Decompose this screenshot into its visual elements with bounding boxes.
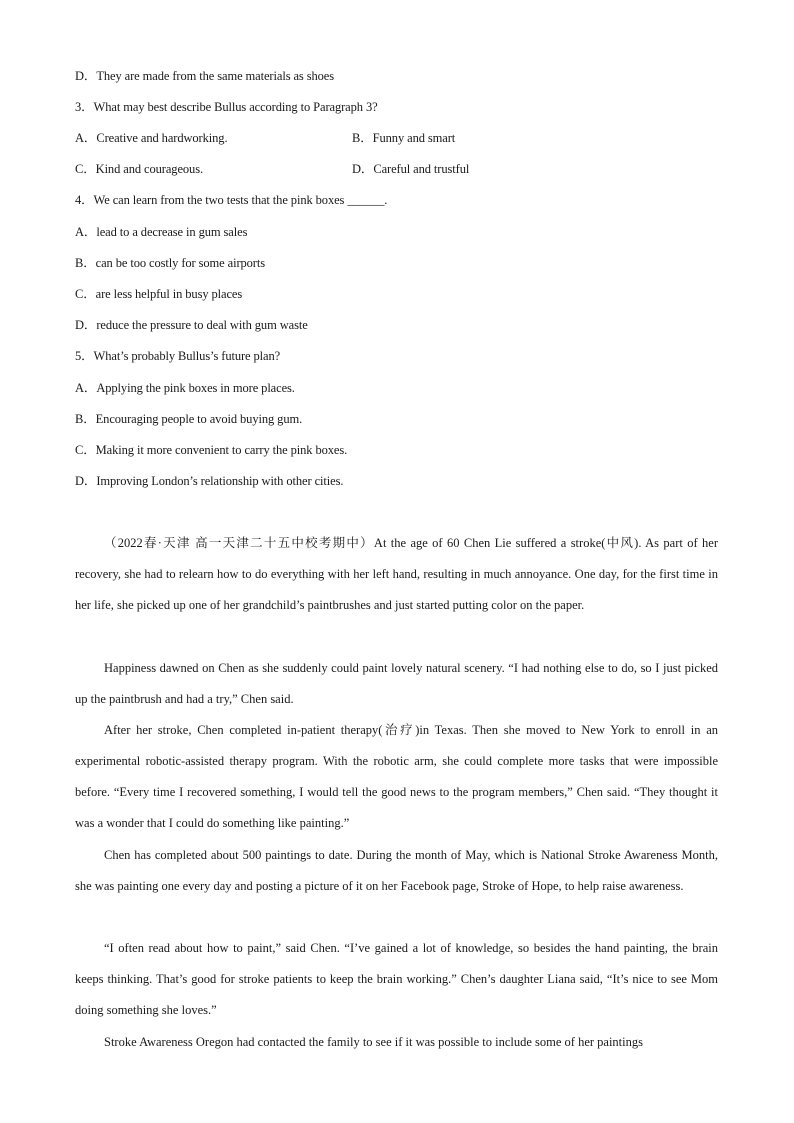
passage-paragraph-1 [75,528,718,621]
q3-option-d: D．Careful and trustful [352,162,470,176]
passage-paragraph-6: Stroke Awareness Oregon had contacted the family to see if it was possible to include some of her paintings [104,1035,643,1049]
q4-option-a: A．lead to a decrease in gum sales [75,225,248,239]
passage-paragraph-1-text: At the age of 60 Chen Lie suffered a stroke(中风). As part of her recovery, she had to relearn how to do everything with her left hand, resulting in much annoyance. One day, for the first time in her life, she picked up one of her grandchild’s paintbrushes and just started putting color on the paper. [75,536,718,612]
q3-option-c: C．Kind and courageous. [75,162,203,176]
q5-option-a: A．Applying the pink boxes in more places. [75,381,295,395]
q3-option-b: B．Funny and smart [352,131,456,145]
q3-stem: 3．What may best describe Bullus according to Paragraph 3? [75,100,378,114]
q5-option-c: C．Making it more convenient to carry the pink boxes. [75,443,348,457]
q4-stem: 4．We can learn from the two tests that the pink boxes ______. [75,193,388,207]
q3-option-a: A．Creative and hardworking. [75,131,228,145]
passage-source: （2022春·天津 高一天津二十五中校考期中） [104,536,374,550]
passage-paragraph-2: Happiness dawned on Chen as she suddenly could paint lovely natural scenery. “I had nothing else to do, so I just picked up the paintbrush and had a try,” Chen said. [75,661,718,706]
passage-paragraph-5: “I often read about how to paint,” said Chen. “I’ve gained a lot of knowledge, so besides the hand painting, the brain keeps thinking. That’s good for stroke patients to keep the brain working.” Chen’s daughter Liana said, “It’s nice to see Mom doing something she loves.” [75,941,718,1017]
q4-option-b: B．can be too costly for some airports [75,256,266,270]
passage-paragraph-4: Chen has completed about 500 paintings to date. During the month of May, which is National Stroke Awareness Month, she was painting one every day and posting a picture of it on her Facebook page, Stroke of Hope, to help raise awareness. [75,848,718,893]
q2-option-d: D．They are made from the same materials as shoes [75,69,334,83]
q4-option-c: C．are less helpful in busy places [75,287,243,301]
q5-option-b: B．Encouraging people to avoid buying gum. [75,412,303,426]
q5-stem: 5．What’s probably Bullus’s future plan? [75,349,281,363]
passage-paragraph-3: After her stroke, Chen completed in-patient therapy(治疗)in Texas. Then she moved to New York to enroll in an experimental robotic-assisted therapy program. With the robotic arm, she could complete more tasks that were impossible before. “Every time I recovered something, I would tell the good news to the program members,” Chen said. “They thought it was a wonder that I could do something like painting.” [75,723,718,830]
q4-option-d: D．reduce the pressure to deal with gum waste [75,318,308,332]
q5-option-d: D．Improving London’s relationship with other cities. [75,474,344,488]
